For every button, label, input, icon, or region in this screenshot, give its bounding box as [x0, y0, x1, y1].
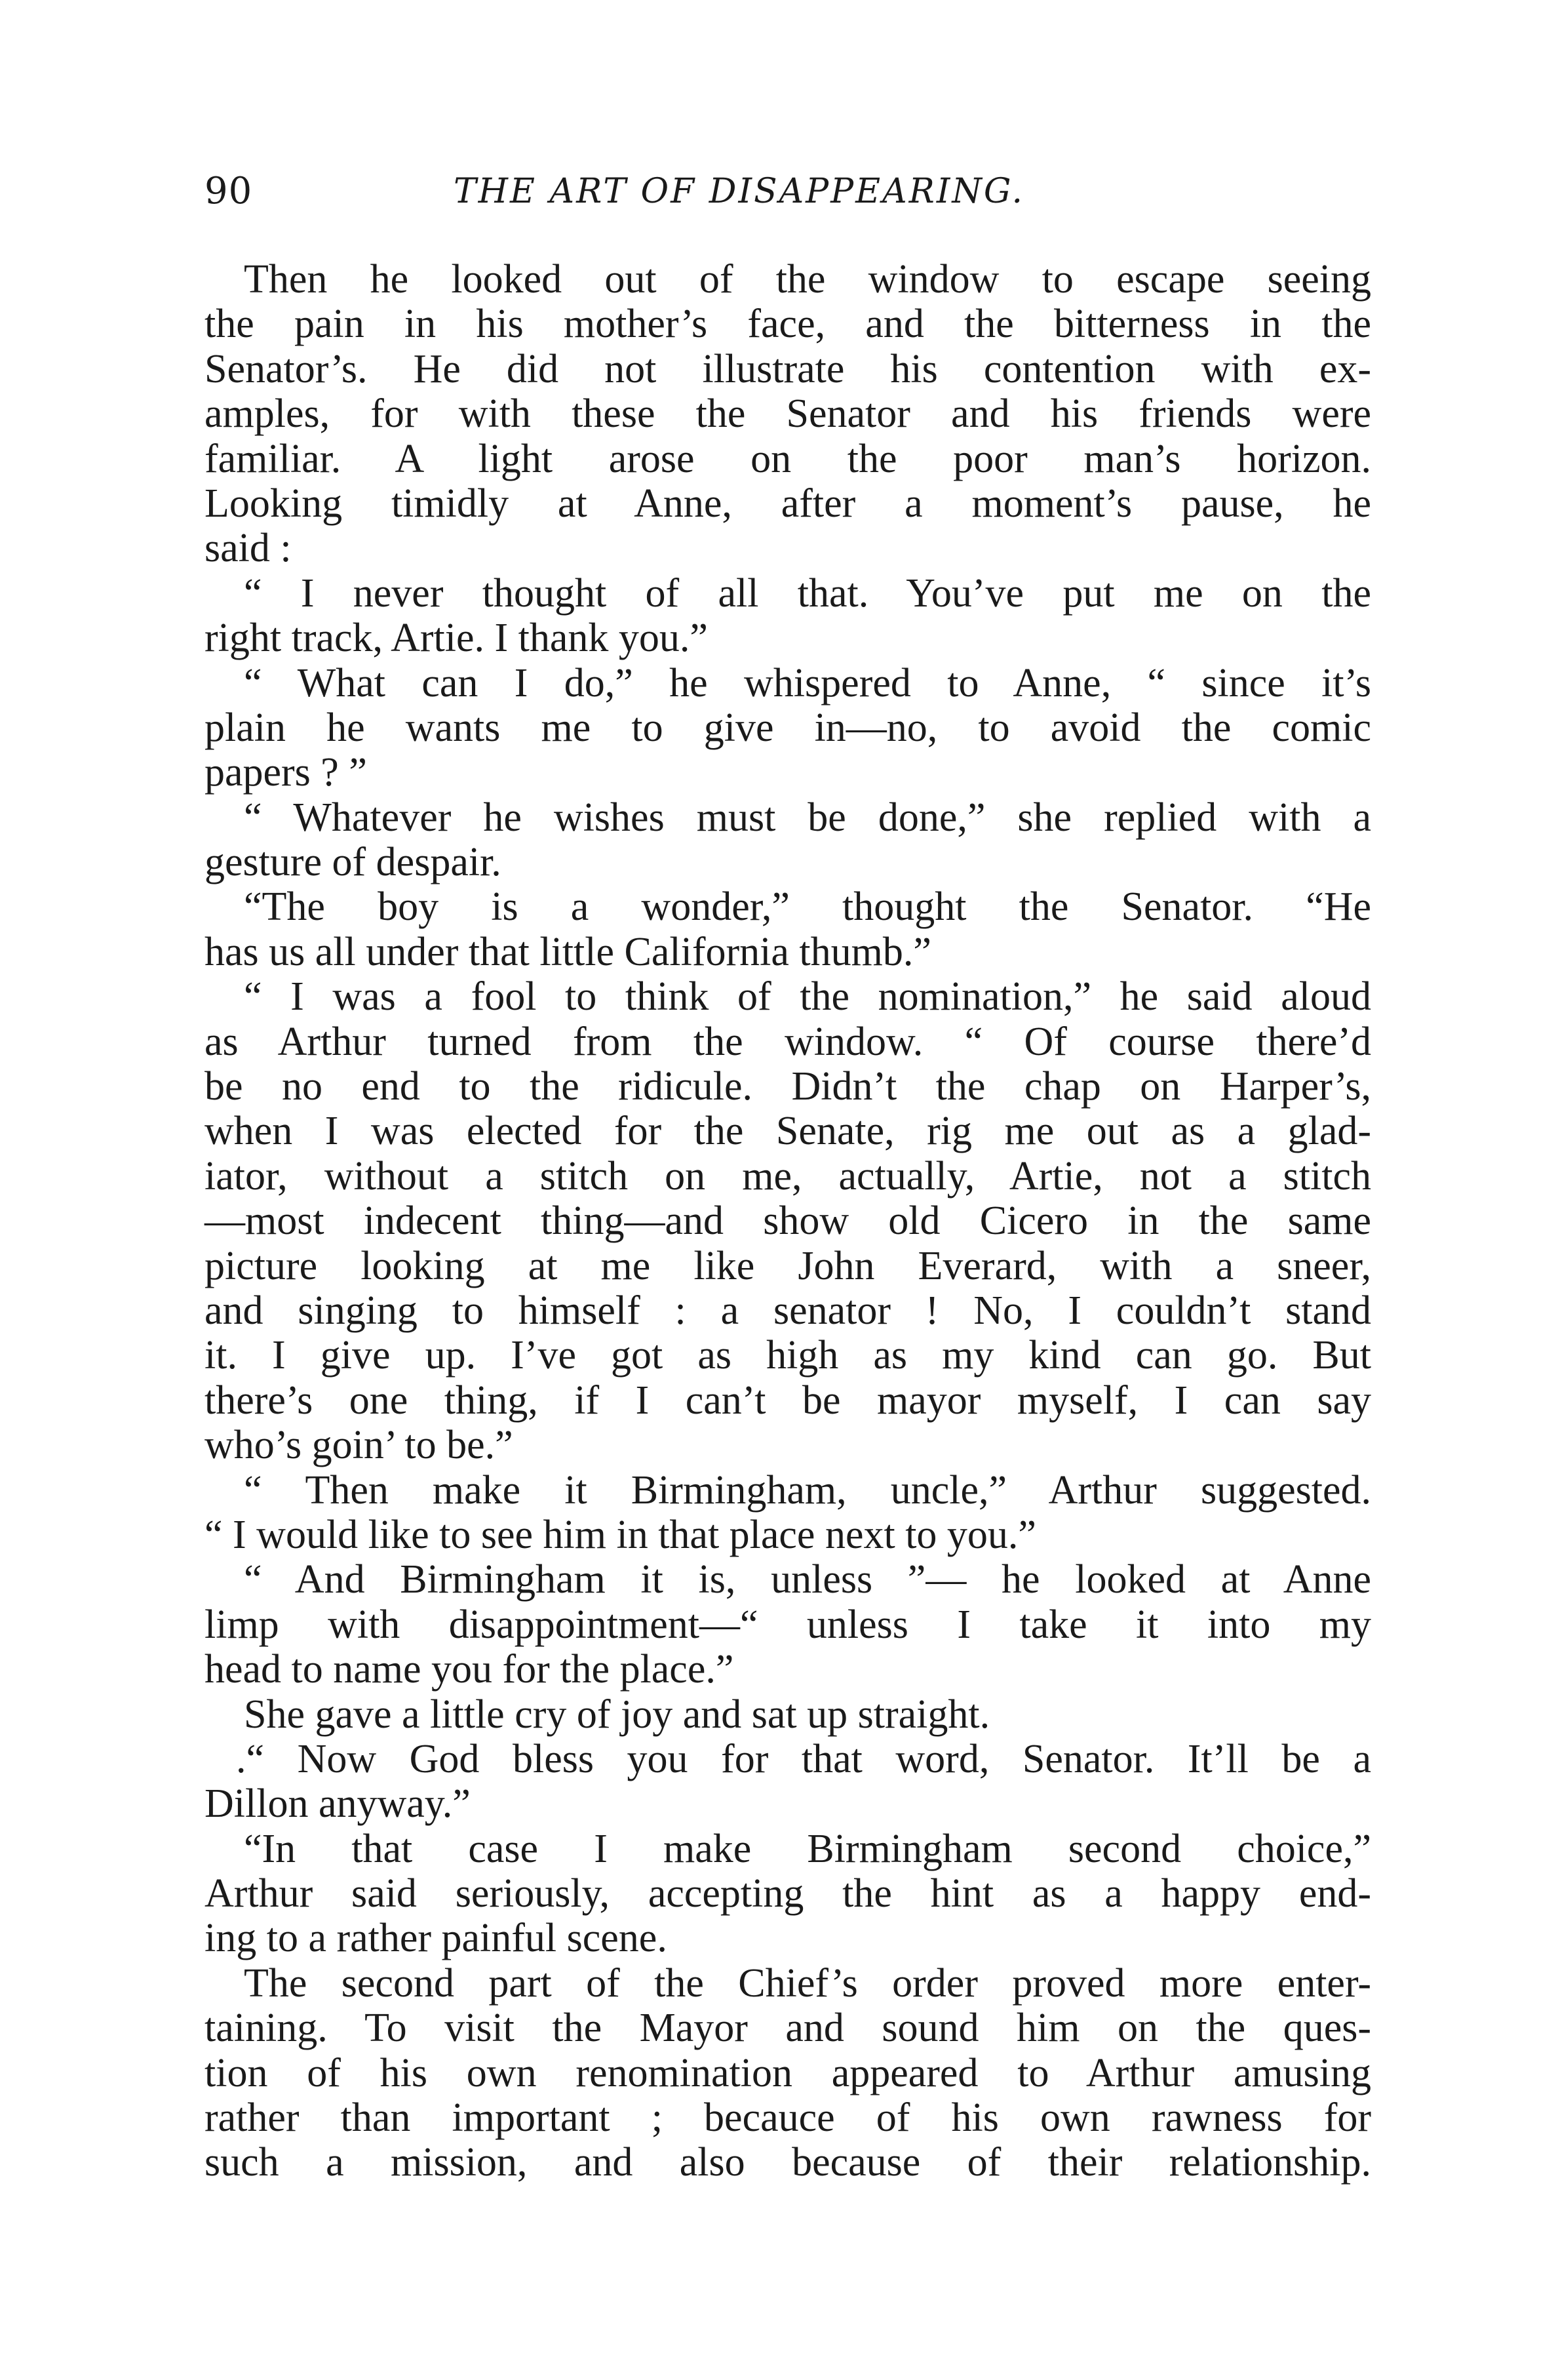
text-line: Senator’s. He did not illustrate his contention with ex-: [204, 346, 1371, 391]
text-line: Looking timidly at Anne, after a moment’s pause, he: [204, 481, 1371, 526]
running-title: THE ART OF DISAPPEARING.: [454, 172, 1025, 211]
text-line: the pain in his mother’s face, and the bitterness in the: [204, 302, 1371, 347]
text-line: plain he wants me to give in—no, to avoid the comic: [204, 705, 1371, 750]
text-line: there’s one thing, if I can’t be mayor myself, I can say: [204, 1378, 1371, 1423]
text-line: “ I would like to see him in that place next to you.”: [204, 1512, 1036, 1557]
text-line: “ Then make it Birmingham, uncle,” Arthur suggested.: [244, 1467, 1371, 1513]
body-text: [204, 257, 1371, 2185]
text-line: “ What can I do,” he whispered to Anne, “ since it’s: [244, 660, 1371, 705]
text-line: said :: [204, 526, 292, 571]
text-line: “The boy is a wonder,” thought the Senator. “He: [244, 884, 1371, 930]
text-line: “In that case I make Birmingham second choice,”: [244, 1826, 1371, 1871]
text-line: amples, for with these the Senator and his friends were: [204, 391, 1371, 437]
text-line: ing to a rather painful scene.: [204, 1916, 667, 1961]
text-line: has us all under that little California thumb.”: [204, 929, 931, 974]
text-line: papers ? ”: [204, 750, 367, 795]
text-line: “ Whatever he wishes must be done,” she replied with a: [244, 795, 1371, 840]
text-line: when I was elected for the Senate, rig me out as a glad-: [204, 1109, 1371, 1154]
text-line: who’s goin’ to be.”: [204, 1423, 513, 1468]
text-line: Dillon anyway.”: [204, 1781, 471, 1827]
text-line: tion of his own renomination appeared to Arthur amusing: [204, 2050, 1371, 2095]
text-line: it. I give up. I’ve got as high as my kind can go. But: [204, 1333, 1371, 1378]
text-line: —most indecent thing—and show old Cicero in the same: [204, 1199, 1371, 1244]
page-number: 90: [204, 170, 253, 212]
text-line: .“ Now God bless you for that word, Senator. It’ll be a: [236, 1736, 1371, 1781]
text-line: The second part of the Chief’s order proved more enter-: [244, 1960, 1371, 2006]
text-line: Arthur said seriously, accepting the hint as a happy end-: [204, 1871, 1371, 1916]
text-line: right track, Artie. I thank you.”: [204, 616, 708, 661]
text-line: be no end to the ridicule. Didn’t the chap on Harper’s,: [204, 1064, 1371, 1109]
text-line: familiar. A light arose on the poor man’s horizon.: [204, 436, 1371, 481]
text-line: such a mission, and also because of their relationship.: [204, 2140, 1371, 2185]
text-line: rather than important ; becauce of his own rawness for: [204, 2095, 1371, 2141]
text-line: head to name you for the place.”: [204, 1647, 734, 1692]
text-line: limp with disappointment—“ unless I take it into my: [204, 1602, 1371, 1647]
page-header: [204, 165, 1368, 224]
text-line: “ I never thought of all that. You’ve put me on the: [244, 570, 1371, 616]
text-line: as Arthur turned from the window. “ Of course there’d: [204, 1019, 1371, 1064]
text-line: “ And Birmingham it is, unless ”— he looked at Anne: [244, 1557, 1371, 1602]
text-line: Then he looked out of the window to escape seeing: [244, 257, 1371, 302]
text-line: and singing to himself : a senator ! No, I couldn’t stand: [204, 1288, 1371, 1333]
text-line: She gave a little cry of joy and sat up straight.: [244, 1692, 990, 1737]
text-line: iator, without a stitch on me, actually, Artie, not a stitch: [204, 1153, 1371, 1199]
text-line: picture looking at me like John Everard, with a sneer,: [204, 1243, 1371, 1288]
text-line: “ I was a fool to think of the nomination,” he said aloud: [244, 974, 1371, 1020]
text-line: gesture of despair.: [204, 840, 501, 885]
text-line: taining. To visit the Mayor and sound him on the ques-: [204, 2006, 1371, 2051]
